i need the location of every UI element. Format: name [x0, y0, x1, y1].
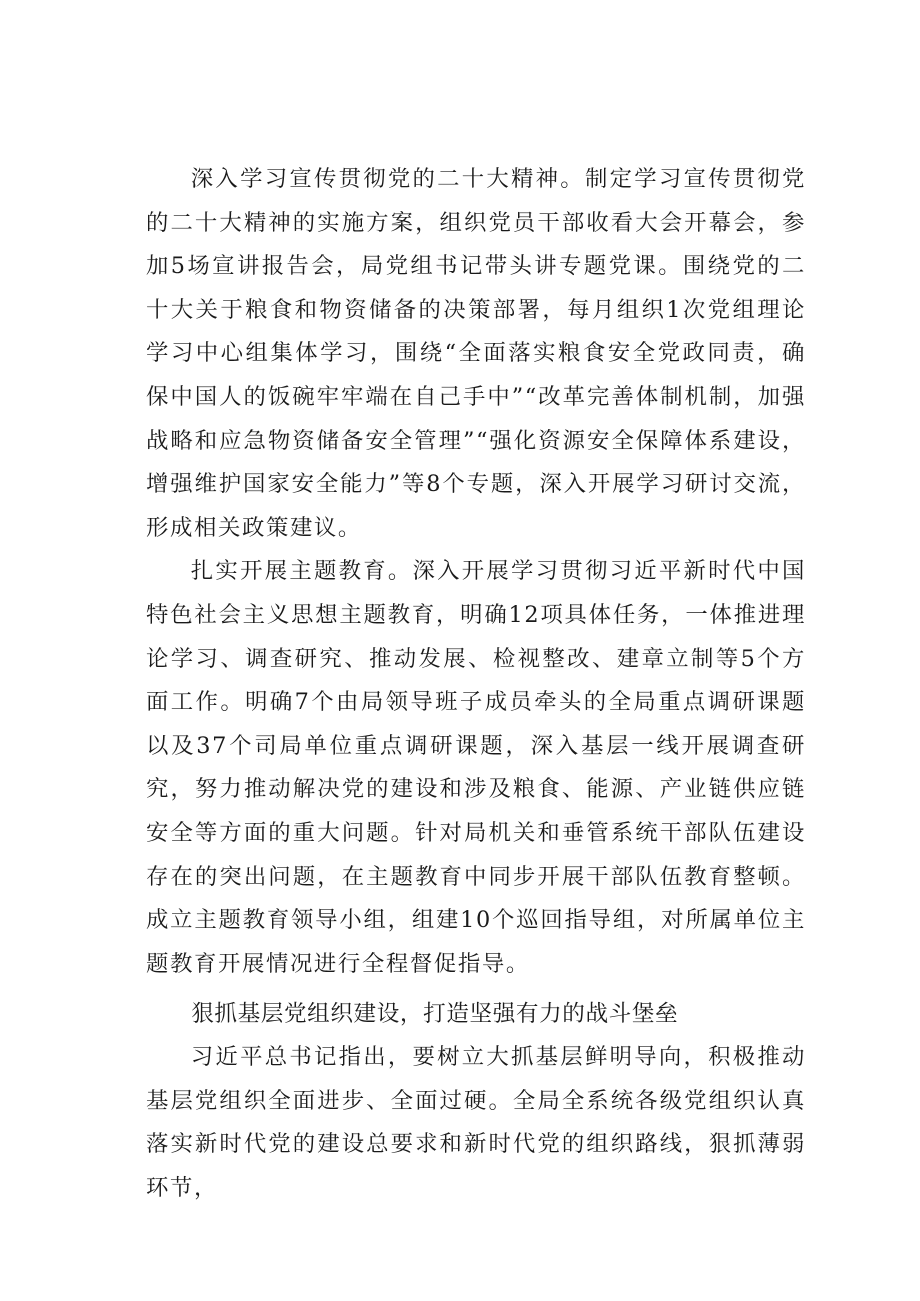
paragraph-study-congress: 深入学习宣传贯彻党的二十大精神。制定学习宣传贯彻党的二十大精神的实施方案，组织党员干部收看大会开幕会，参加5场宣讲报告会，局党组书记带头讲专题党课。围绕党的二十大关于粮食和物资储备的决策部署，每月组织1次党组理论学习中心组集体学习，围绕“全面落实粮食安全党政同责，确保中国人的饭碗牢牢端在自己手中”“改革完善体制机制，加强战略和应急物资储备安全管理”“强化资源安全保障体系建设，增强维护国家安全能力”等8个专题，深入开展学习研讨交流，形成相关政策建议。 [146, 166, 806, 541]
paragraph-theme-education: 扎实开展主题教育。深入开展学习贯彻习近平新时代中国特色社会主义思想主题教育，明确12项具体任务，一体推进理论学习、调查研究、推动发展、检视整改、建章立制等5个方面工作。明确7个由局领导班子成员牵头的全局重点调研课题以及37个司局单位重点调研课题，深入基层一线开展调查研究，努力推动解决党的建设和涉及粮食、能源、产业链供应链安全等方面的重大问题。针对局机关和垂管系统干部队伍建设存在的突出问题，在主题教育中同步开展干部队伍教育整顿。成立主题教育领导小组，组建10个巡回指导组，对所属单位主题教育开展情况进行全程督促指导。 [146, 558, 806, 977]
section-heading: 狠抓基层党组织建设，打造坚强有力的战斗堡垒 [191, 1001, 679, 1028]
paragraph-grassroots: 习近平总书记指出，要树立大抓基层鲜明导向，积极推动基层党组织全面进步、全面过硬。全局全系统各级党组织认真落实新时代党的建设总要求和新时代党的组织路线，狠抓薄弱环节， [146, 1044, 806, 1202]
document-page [146, 158, 806, 1211]
